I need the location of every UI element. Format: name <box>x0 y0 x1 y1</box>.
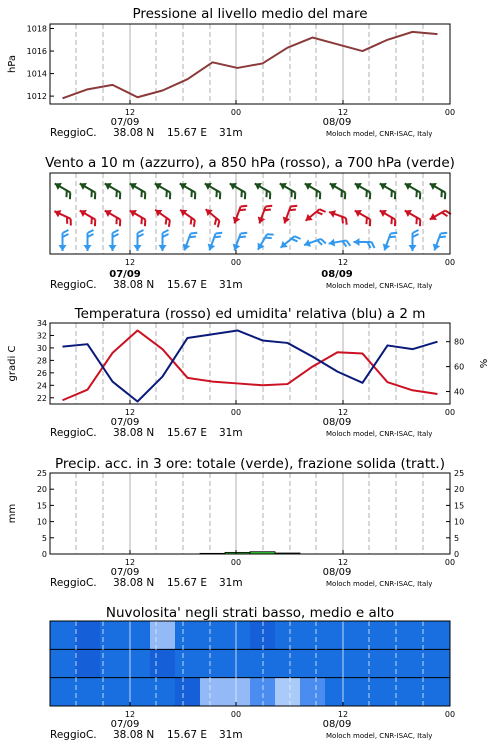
longitude-label: 15.67 E <box>167 279 208 291</box>
elevation-label: 31m <box>219 729 243 741</box>
cloud-cell <box>350 649 375 678</box>
y-tick-label-right: 60 <box>454 362 465 372</box>
cloud-cell <box>275 678 300 707</box>
x-tick-label: 12 <box>337 108 349 117</box>
cloud-cell <box>200 621 225 650</box>
cloud-cell <box>225 678 250 707</box>
x-tick-label: 00 <box>230 408 242 417</box>
x-tick-label: 00 <box>230 558 242 567</box>
cloud-cell <box>100 678 125 707</box>
y-tick-label-right: 40 <box>454 387 465 397</box>
longitude-label: 15.67 E <box>167 577 208 589</box>
y-tick-label: 5 <box>41 533 47 543</box>
cloud-cell <box>275 649 300 678</box>
cloud-cell <box>100 649 125 678</box>
cloud-cell <box>100 621 125 650</box>
x-tick-label: 00 <box>444 710 456 719</box>
y-tick-label: 22 <box>36 393 47 403</box>
x-tick-label: 12 <box>124 258 136 267</box>
cloud-cell <box>175 621 200 650</box>
cloud-cell <box>150 621 175 650</box>
y-tick-label: 34 <box>36 319 47 328</box>
date-label: 07/09 <box>109 269 141 280</box>
cloud-cell <box>425 649 450 678</box>
x-tick-label: 12 <box>337 710 349 719</box>
cloud-cell <box>175 649 200 678</box>
cloud-cell <box>375 678 400 707</box>
location-label: ReggioC. <box>50 127 97 139</box>
cloud-cell <box>300 649 325 678</box>
date-label: 07/09 <box>110 719 140 730</box>
cloud-cell <box>75 621 100 650</box>
y-tick-label-right: 25 <box>454 469 465 478</box>
y-tick-label: 32 <box>36 331 47 341</box>
y-tick-label: 1018 <box>26 24 47 34</box>
elevation-label: 31m <box>219 427 243 439</box>
latitude-label: 38.08 N <box>113 427 155 439</box>
x-tick-label: 00 <box>444 408 456 417</box>
x-tick-label: 12 <box>124 408 136 417</box>
cloud-cell <box>275 621 300 650</box>
y-tick-label-right: 15 <box>454 501 465 511</box>
x-tick-label: 00 <box>230 108 242 117</box>
cloud-cell <box>425 621 450 650</box>
longitude-label: 15.67 E <box>167 427 208 439</box>
y-tick-label: 20 <box>36 485 47 495</box>
cloud-cell <box>325 649 350 678</box>
latitude-label: 38.08 N <box>113 577 155 589</box>
x-tick-label: 12 <box>337 408 349 417</box>
x-tick-label: 12 <box>124 710 136 719</box>
location-label: ReggioC. <box>50 279 97 291</box>
y-axis-label: mm <box>7 503 18 524</box>
model-credit: Moloch model, CNR-ISAC, Italy <box>326 430 433 438</box>
y-tick-label: 24 <box>36 381 47 391</box>
cloud-cell <box>300 621 325 650</box>
y-axis-label-right: % <box>479 358 490 369</box>
y-tick-label: 1016 <box>26 47 47 57</box>
date-label: 07/09 <box>110 117 140 128</box>
y-tick-label: 1012 <box>26 92 47 102</box>
y-tick-label-right: 10 <box>454 517 465 527</box>
y-tick-label: 25 <box>36 469 47 478</box>
x-tick-label: 12 <box>124 108 136 117</box>
precip-panel <box>7 456 464 589</box>
date-label: 07/09 <box>110 417 140 428</box>
cloud-cell <box>325 621 350 650</box>
cloud-cell <box>125 678 150 707</box>
date-label: 07/09 <box>110 567 140 578</box>
cloud-cell <box>75 678 100 707</box>
latitude-label: 38.08 N <box>113 729 155 741</box>
y-tick-label: 10 <box>36 517 47 527</box>
cloud-cell <box>375 621 400 650</box>
date-label: 08/09 <box>322 567 352 578</box>
chart-title: Precip. acc. in 3 ore: totale (verde), frazione solida (tratt.) <box>55 456 445 472</box>
y-tick-label: 28 <box>36 356 47 366</box>
model-credit: Moloch model, CNR-ISAC, Italy <box>326 580 433 588</box>
y-tick-label-right: 5 <box>454 533 460 543</box>
y-tick-label: 1014 <box>26 69 47 79</box>
latitude-label: 38.08 N <box>113 127 155 139</box>
wind-panel <box>45 155 455 291</box>
cloud-cell <box>425 678 450 707</box>
cloud-cell <box>400 678 425 707</box>
y-tick-label: 30 <box>36 343 47 353</box>
x-tick-label: 00 <box>444 258 456 267</box>
cloud-cell <box>325 678 350 707</box>
model-credit: Moloch model, CNR-ISAC, Italy <box>326 130 433 138</box>
cloud-cell <box>50 621 75 650</box>
location-label: ReggioC. <box>50 427 97 439</box>
x-tick-label: 12 <box>337 558 349 567</box>
x-tick-label: 00 <box>444 558 456 567</box>
x-tick-label: 12 <box>124 558 136 567</box>
elevation-label: 31m <box>219 279 243 291</box>
cloud-panel <box>50 605 455 741</box>
cloud-cell <box>75 649 100 678</box>
chart-title: Pressione al livello medio del mare <box>132 6 368 22</box>
cloud-cell <box>125 649 150 678</box>
cloud-cell <box>350 678 375 707</box>
cloud-cell <box>175 678 200 707</box>
y-tick-label: 15 <box>36 501 47 511</box>
longitude-label: 15.67 E <box>167 127 208 139</box>
y-axis-label: hPa <box>7 54 18 74</box>
x-tick-label: 12 <box>337 258 349 267</box>
x-tick-label: 00 <box>230 258 242 267</box>
date-label: 08/09 <box>322 719 352 730</box>
elevation-label: 31m <box>219 577 243 589</box>
cloud-cell <box>150 649 175 678</box>
chart-title: Nuvolosita' negli strati basso, medio e alto <box>105 605 395 621</box>
chart-title: Temperatura (rosso) ed umidita' relativa (blu) a 2 m <box>74 306 426 322</box>
latitude-label: 38.08 N <box>113 279 155 291</box>
location-label: ReggioC. <box>50 577 97 589</box>
cloud-cell <box>50 649 75 678</box>
date-label: 08/09 <box>322 417 352 428</box>
cloud-cell <box>400 621 425 650</box>
cloud-cell <box>125 621 150 650</box>
location-label: ReggioC. <box>50 729 97 741</box>
x-tick-label: 00 <box>230 710 242 719</box>
date-label: 08/09 <box>322 117 352 128</box>
y-tick-label: 26 <box>36 368 47 378</box>
y-tick-label: 0 <box>41 550 47 559</box>
cloud-cell <box>200 678 225 707</box>
plot-background <box>50 24 450 104</box>
elevation-label: 31m <box>219 127 243 139</box>
y-tick-label-right: 0 <box>454 550 460 559</box>
pressure-panel <box>7 6 455 139</box>
y-tick-label-right: 20 <box>454 485 465 495</box>
cloud-cell <box>225 621 250 650</box>
longitude-label: 15.67 E <box>167 729 208 741</box>
cloud-cell <box>225 649 250 678</box>
temperature-panel <box>7 306 490 439</box>
cloud-cell <box>400 649 425 678</box>
model-credit: Moloch model, CNR-ISAC, Italy <box>326 282 433 290</box>
model-credit: Moloch model, CNR-ISAC, Italy <box>326 732 433 740</box>
plot-background <box>50 473 450 554</box>
y-axis-label: gradi C <box>7 345 18 382</box>
y-tick-label-right: 80 <box>454 337 465 347</box>
cloud-cell <box>150 678 175 707</box>
date-label: 08/09 <box>321 269 353 280</box>
cloud-cell <box>50 678 75 707</box>
chart-title: Vento a 10 m (azzurro), a 850 hPa (rosso), a 700 hPa (verde) <box>45 155 455 171</box>
x-tick-label: 00 <box>444 108 456 117</box>
cloud-cell <box>300 678 325 707</box>
cloud-cell <box>350 621 375 650</box>
cloud-cell <box>375 649 400 678</box>
cloud-cell <box>200 649 225 678</box>
